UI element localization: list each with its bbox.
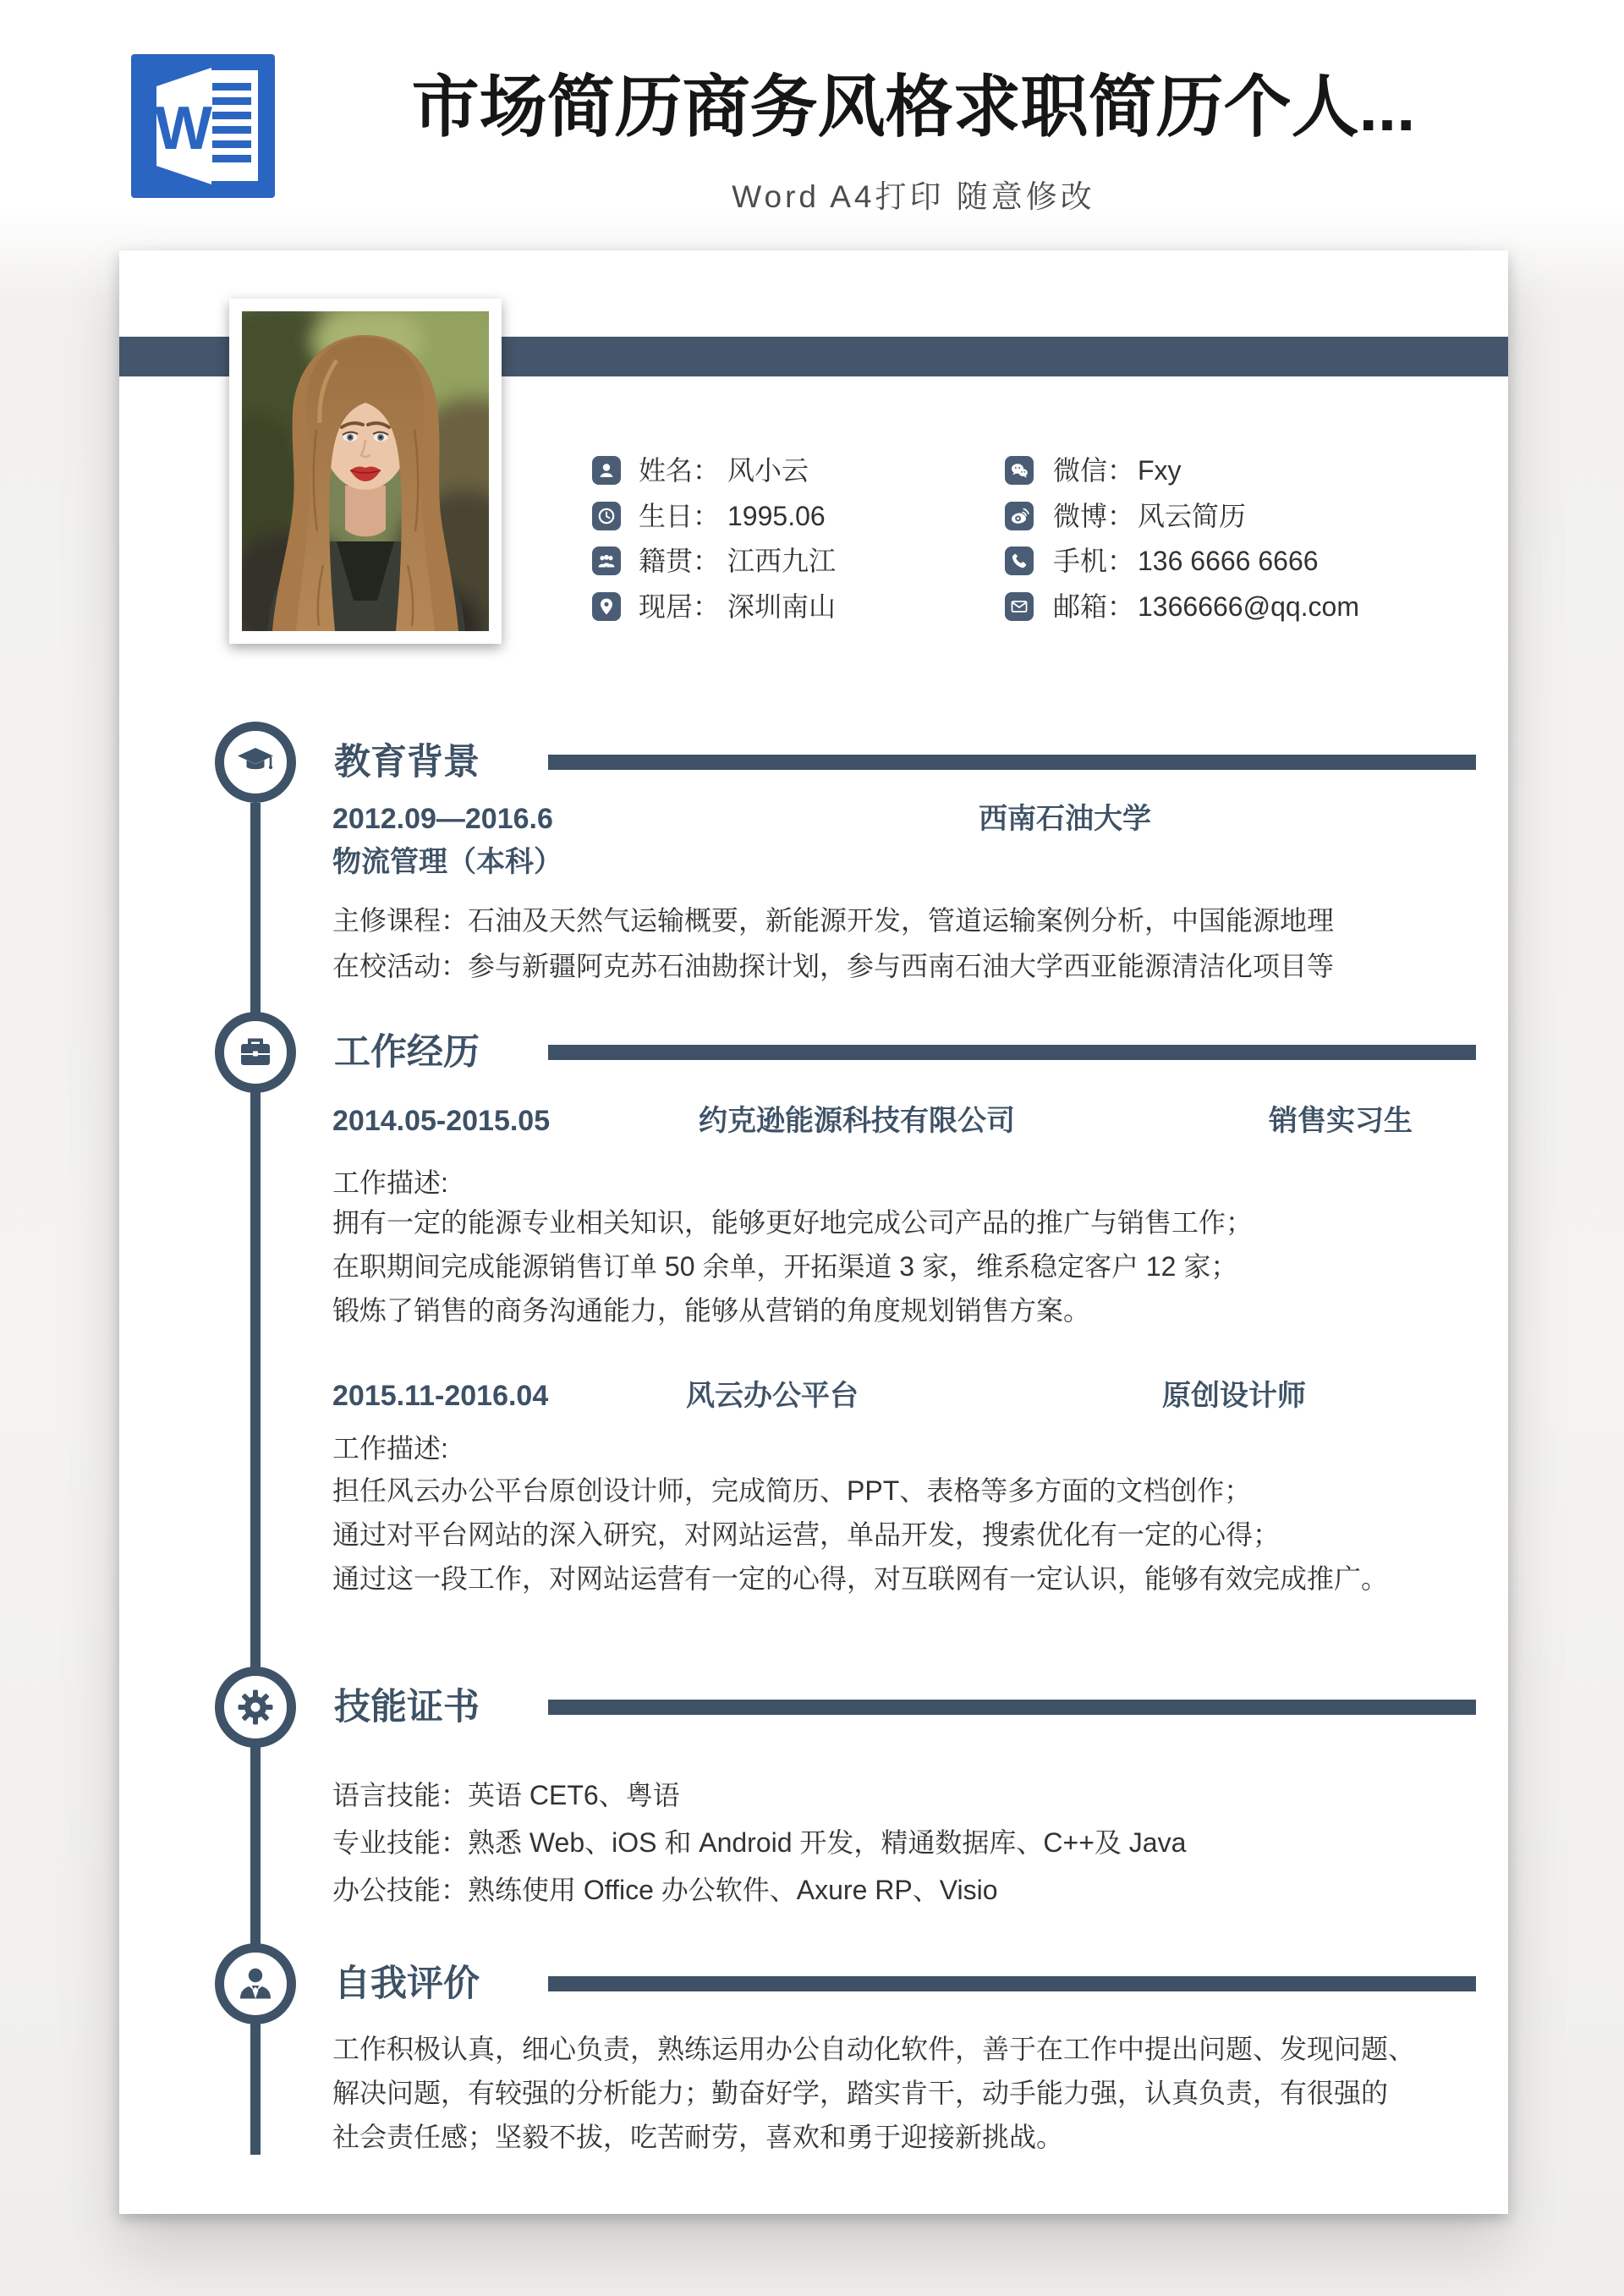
evaluation-line: 解决问题，有较强的分析能力；勤奋好学，踏实肯干，动手能力强，认真负责，有很强的 [332,2078,1389,2108]
section-title-work: 工作经历 [334,1032,480,1073]
job-company: 约克逊能源科技有限公司 [699,1105,1015,1137]
job-period: 2014.05-2015.05 [332,1105,551,1137]
gear-icon [215,1667,296,1748]
field-value: Fxy [1138,455,1182,486]
location-pin-icon [592,592,621,621]
section-divider [548,1700,1476,1715]
resume-page [119,250,1508,2214]
wechat-icon [1005,456,1034,485]
graduation-cap-icon [215,722,296,803]
job-role: 销售实习生 [1269,1105,1413,1137]
field-label: 手机： [1053,546,1135,576]
profile-photo [229,299,502,644]
phone-icon [1005,547,1034,575]
field-value: 风云简历 [1138,501,1247,531]
job-desc-line: 锻炼了销售的商务沟通能力，能够从营销的角度规划销售方案。 [332,1295,1091,1326]
businessman-icon [215,1943,296,2024]
field-label: 微信： [1053,455,1135,486]
field-label: 生日： [639,501,721,531]
education-courses: 主修课程：石油及天然气运输概要，新能源开发，管道运输案例分析，中国能源地理 [332,905,1335,936]
job-desc-label: 工作描述: [332,1167,448,1198]
job-desc-line: 在职期间完成能源销售订单 50 余单，开拓渠道 3 家，维系稳定客户 12 家； [332,1251,1238,1282]
field-label: 籍贯： [639,546,721,576]
job-desc-label: 工作描述: [332,1433,448,1464]
job-period: 2015.11-2016.04 [332,1380,549,1412]
field-label: 微博： [1053,501,1135,531]
person-icon [592,456,621,485]
job-desc-line: 拥有一定的能源专业相关知识，能够更好地完成公司产品的推广与销售工作； [332,1207,1254,1238]
field-label: 姓名： [639,455,721,486]
field-label: 现居： [639,591,721,622]
briefcase-icon [215,1012,296,1093]
field-label: 邮箱： [1053,591,1135,622]
clock-icon [592,502,621,530]
section-divider [548,1045,1476,1060]
evaluation-line: 工作积极认真，细心负责，熟练运用办公自动化软件，善于在工作中提出问题、发现问题、 [332,2034,1416,2064]
education-school: 西南石油大学 [979,803,1151,835]
field-value: 江西九江 [727,546,837,576]
field-value: 136 6666 6666 [1138,546,1319,576]
template-subtitle: Word A4打印 随意修改 [732,179,1095,214]
section-divider [548,1976,1476,1991]
job-company: 风云办公平台 [686,1380,859,1412]
skill-line: 办公技能：熟练使用 Office 办公软件、Axure RP、Visio [332,1875,998,1905]
job-desc-line: 担任风云办公平台原创设计师，完成简历、PPT、表格等多方面的文档创作； [332,1475,1252,1506]
skill-line: 语言技能：英语 CET6、粤语 [332,1780,680,1810]
education-activities: 在校活动：参与新疆阿克苏石油勘探计划，参与西南石油大学西亚能源清洁化项目等 [332,951,1335,981]
svg-text:W: W [155,95,212,162]
field-value: 风小云 [727,455,809,486]
group-icon [592,547,621,575]
education-major: 物流管理（本科） [332,846,562,878]
skill-line: 专业技能：熟悉 Web、iOS 和 Android 开发，精通数据库、C++及 Java [332,1827,1187,1858]
field-value: 1366666@qq.com [1138,591,1359,622]
template-title: 市场简历商务风格求职简历个人... [411,69,1416,145]
field-value: 深圳南山 [727,591,837,622]
job-desc-line: 通过这一段工作，对网站运营有一定的心得，对互联网有一定认识，能够有效完成推广。 [332,1563,1389,1594]
word-icon [131,54,275,198]
section-title-evaluation: 自我评价 [334,1964,480,2004]
email-icon [1005,592,1034,621]
field-value: 1995.06 [727,501,826,531]
job-role: 原创设计师 [1162,1380,1306,1412]
job-desc-line: 通过对平台网站的深入研究，对网站运营，单品开发，搜索优化有一定的心得； [332,1519,1281,1550]
section-divider [548,755,1476,770]
section-title-skills: 技能证书 [334,1687,480,1727]
section-title-education: 教育背景 [334,742,480,783]
education-period: 2012.09—2016.6 [332,803,553,835]
evaluation-line: 社会责任感；坚毅不拔，吃苦耐劳，喜欢和勇于迎接新挑战。 [332,2122,1064,2152]
weibo-icon [1005,502,1034,530]
